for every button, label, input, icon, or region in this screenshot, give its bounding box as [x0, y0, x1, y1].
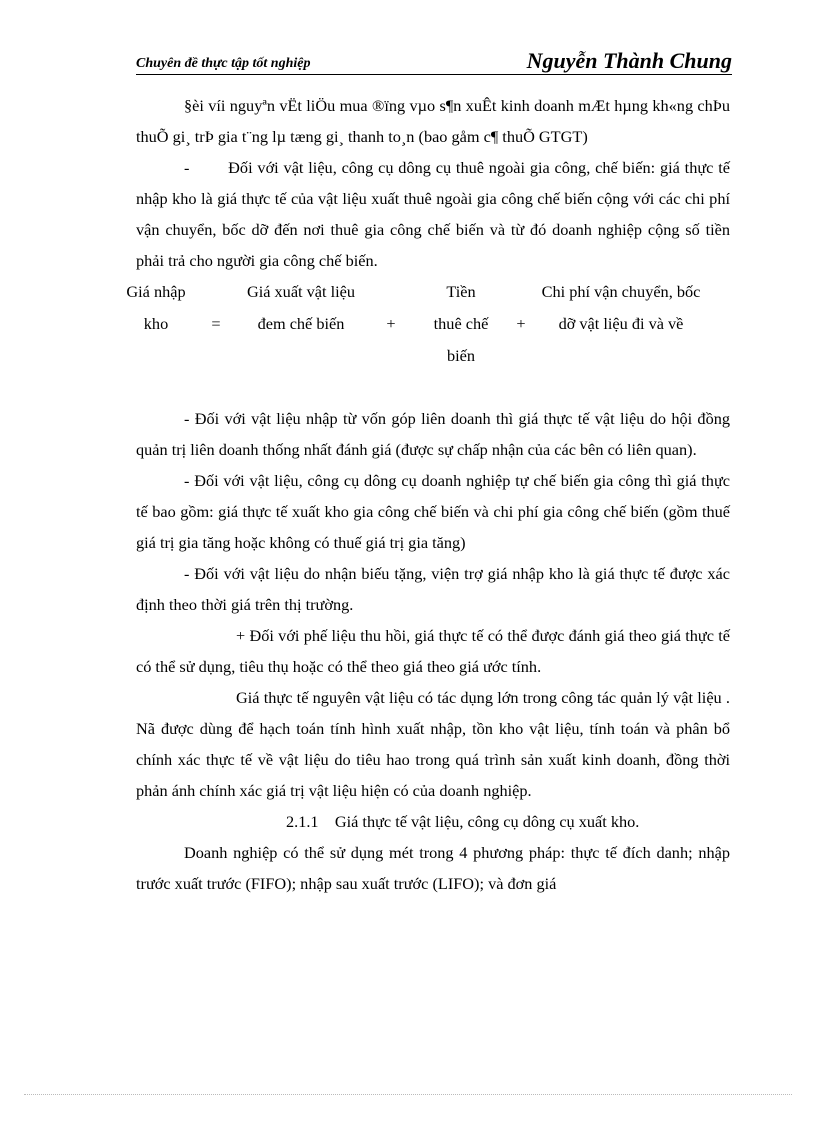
formula-term: Giá xuất vật liệu đem chế biến: [246, 282, 356, 333]
paragraph: - Đối với vật liệu, công cụ dông cụ thuê ngoài gia công, chế biến: giá thực tế nhập kho là giá thực tế của vật liệu xuất thuê ngoài gia công chế biến cộng với các chi phí vận chuyển, bốc dỡ đến nơi thuê gia công chế biến và từ đó doanh nghiệp cộng số tiền phải trả cho người gia công chế biến.: [136, 158, 735, 270]
paragraph: + Đối với phế liệu thu hồi, giá thực tế có thể được đánh giá theo giá thực tế có thể sử dụng, tiêu thụ hoặc có thể theo giá theo giá ước tính.: [136, 626, 730, 676]
formula: [116, 276, 750, 372]
paragraph: - Đối với vật liệu nhập từ vốn góp liên doanh thì giá thực tế vật liệu do hội đồng quản trị liên doanh thống nhất đánh giá (được sự chấp nhận của các bên có liên quan).: [136, 409, 730, 459]
paragraph: §èi víi nguyªn vËt liÖu mua ®ïng vµo s¶n xuÊt kinh doanh mÆt hµng kh«ng chÞu thuÕ gi¸ trÞ gia t¨ng lµ tæng gi¸ thanh to¸n (bao gåm c¶ thuÕ GTGT): [136, 96, 730, 146]
paragraph: - Đối với vật liệu, công cụ dông cụ doanh nghiệp tự chế biến gia công thì giá thực tế bao gồm: giá thực tế xuất kho gia công chế biến và chi phí gia công chế biến (gồm thuế giá trị gia tăng hoặc không có thuế giá trị gia tăng): [136, 471, 730, 552]
document-body: [126, 90, 735, 899]
formula-plus: +: [516, 314, 526, 333]
paragraph: - Đối với vật liệu do nhận biếu tặng, viện trợ giá nhập kho là giá thực tế được xác định theo thời giá trên thị trường.: [136, 564, 730, 614]
paragraph: Doanh nghiệp có thể sử dụng mét trong 4 phương pháp: thực tế đích danh; nhập trước xuất trước (FIFO); nhập sau xuất trước (LIFO); và đơn giá: [136, 843, 730, 893]
header-author: Nguyễn Thành Chung: [526, 48, 732, 73]
formula-lhs: Giá nhập kho: [126, 282, 186, 333]
page-header: [136, 46, 732, 75]
header-title: Chuyên đề thực tập tốt nghiệp: [136, 56, 311, 71]
formula-equals: =: [211, 314, 221, 333]
section-heading: 2.1.1 Giá thực tế vật liệu, công cụ dông cụ xuất kho.: [286, 812, 640, 831]
paragraph: Giá thực tế nguyên vật liệu có tác dụng lớn trong công tác quản lý vật liệu . Nã được dùng để hạch toán tính hình xuất nhập, tồn kho vật liệu, tính toán và phân bổ chính xác thực tế về vật liệu do tiêu hao trong quá trình sản xuất kinh doanh, đồng thời phản ánh chính xác giá trị vật liệu hiện có của doanh nghiệp.: [136, 688, 730, 800]
formula-plus: +: [386, 314, 396, 333]
formula-term: Tiền thuê chế biến: [433, 282, 489, 365]
page-footer-line: [24, 1094, 792, 1095]
formula-term: Chi phí vận chuyển, bốc dỡ vật liệu đi và về: [541, 282, 701, 333]
